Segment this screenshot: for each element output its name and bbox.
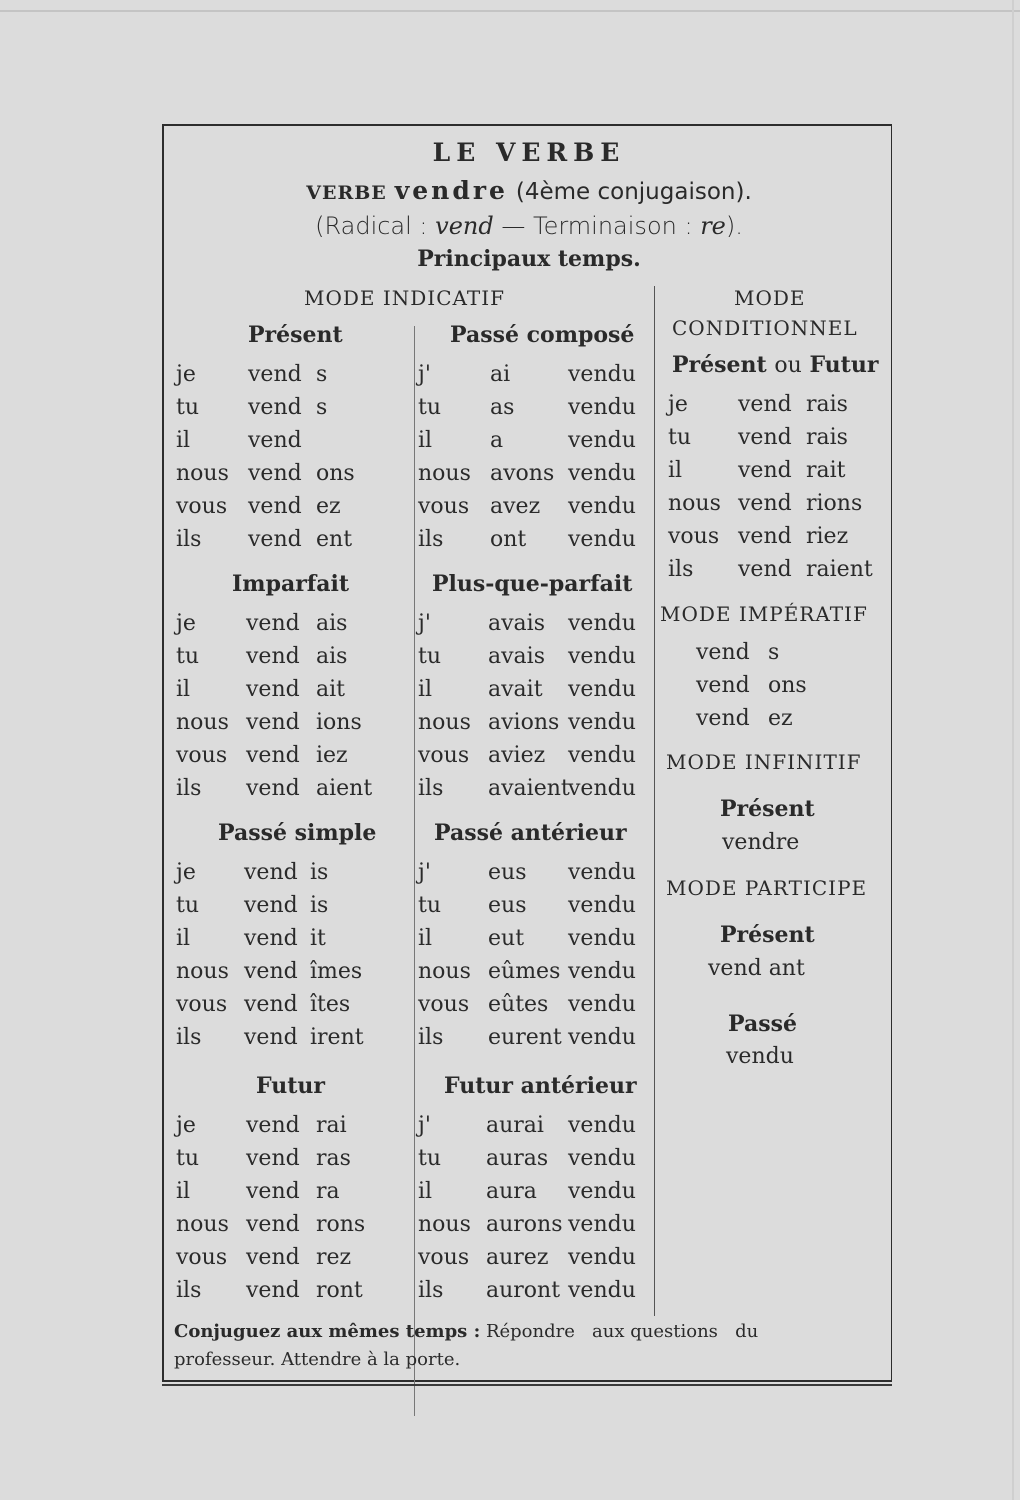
conj-pronoun: ils	[176, 776, 202, 801]
participe-present-value: vend ant	[708, 956, 805, 981]
conj-ending: vendu	[568, 893, 636, 918]
conj-ending: ras	[316, 1146, 351, 1171]
conj-ending: riez	[806, 524, 849, 549]
conj-form: vend	[246, 1146, 300, 1171]
column-divider-1	[414, 326, 415, 1416]
column-divider-2	[654, 286, 655, 1316]
participe-present-title: Présent	[720, 922, 815, 948]
verb-keyword: VERBE	[306, 182, 387, 204]
conj-form: eûmes	[488, 959, 561, 984]
conj-ending: raient	[806, 557, 873, 582]
conj-pronoun: j'	[418, 860, 431, 885]
conj-ending: ons	[316, 461, 355, 486]
conj-form: avais	[488, 611, 545, 636]
conj-ending: vendu	[568, 1278, 636, 1303]
conj-form: auront	[486, 1278, 561, 1303]
conj-pronoun: je	[176, 860, 196, 885]
verb-infinitive: vendre	[394, 176, 508, 205]
conj-ending: ais	[316, 644, 348, 669]
conj-pronoun: nous	[418, 959, 471, 984]
passe-simple-title: Passé simple	[218, 820, 377, 846]
conj-pronoun: ils	[418, 527, 444, 552]
passe-anterieur-title: Passé antérieur	[434, 820, 627, 846]
conj-pronoun: vous	[176, 743, 228, 768]
conj-ending: rez	[316, 1245, 352, 1270]
conj-form: vend	[248, 494, 302, 519]
conj-form: vend	[246, 1245, 300, 1270]
conj-ending: ais	[316, 611, 348, 636]
conj-ending: irent	[310, 1025, 364, 1050]
conj-pronoun: nous	[418, 461, 471, 486]
conj-ending: vendu	[568, 776, 636, 801]
conj-stem: vend	[696, 706, 750, 731]
conj-form: as	[490, 395, 515, 420]
conj-form: aura	[486, 1179, 537, 1204]
conj-pronoun: il	[418, 926, 433, 951]
conj-form: auras	[486, 1146, 549, 1171]
conj-pronoun: vous	[418, 743, 470, 768]
conj-form: vend	[244, 860, 298, 885]
conj-stem: vend	[696, 640, 750, 665]
terminaison-value: re	[700, 212, 726, 240]
radical-suffix: ).	[725, 212, 743, 240]
conj-pronoun: j'	[418, 362, 431, 387]
conj-form: vend	[246, 1179, 300, 1204]
conj-form: vend	[244, 1025, 298, 1050]
present-title: Présent	[248, 322, 343, 348]
conj-ending: rons	[316, 1212, 366, 1237]
conj-ending: s	[316, 395, 328, 420]
page-edge-right	[1012, 0, 1014, 1500]
conj-pronoun: tu	[668, 425, 692, 450]
conj-pronoun: tu	[418, 644, 442, 669]
conj-form: vend	[738, 425, 792, 450]
participe-passe-value: vendu	[726, 1044, 794, 1069]
footer-line2: professeur. Attendre à la porte.	[174, 1349, 461, 1370]
footer-line1: Répondre aux questions du	[480, 1321, 759, 1342]
conj-ending: vendu	[568, 644, 636, 669]
conj-pronoun: tu	[176, 1146, 200, 1171]
conj-pronoun: tu	[176, 395, 200, 420]
conj-form: vend	[246, 710, 300, 735]
footer-instructions	[174, 1318, 874, 1374]
conj-ending: ions	[316, 710, 362, 735]
conj-form: vend	[244, 926, 298, 951]
conj-form: vend	[738, 557, 792, 582]
conj-pronoun: nous	[176, 959, 229, 984]
conj-pronoun: ils	[176, 527, 202, 552]
conj-pronoun: il	[668, 458, 683, 483]
conj-pronoun: vous	[176, 992, 228, 1017]
conj-ending: vendu	[568, 926, 636, 951]
conj-ending: vendu	[568, 428, 636, 453]
conj-pronoun: tu	[418, 1146, 442, 1171]
conj-form: vend	[246, 1212, 300, 1237]
conj-ending: vendu	[568, 461, 636, 486]
conj-pronoun: nous	[176, 1212, 229, 1237]
passe-compose-title: Passé composé	[450, 322, 635, 348]
conj-form: avaient	[488, 776, 570, 801]
infinitif-title: Présent	[720, 796, 815, 822]
conj-ending: ra	[316, 1179, 340, 1204]
conj-form: vend	[246, 1113, 300, 1138]
conj-pronoun: vous	[418, 494, 470, 519]
conj-form: vend	[246, 611, 300, 636]
conj-form: vend	[248, 362, 302, 387]
conj-ending: rait	[806, 458, 846, 483]
radical-sep: — Terminaison :	[493, 212, 701, 240]
conj-form: vend	[244, 893, 298, 918]
conj-form: vend	[244, 959, 298, 984]
radical-value: vend	[435, 212, 494, 240]
conj-ending: aient	[316, 776, 373, 801]
conj-pronoun: tu	[176, 644, 200, 669]
conj-pronoun: je	[176, 1113, 196, 1138]
plus-que-parfait-title: Plus-que-parfait	[432, 571, 633, 597]
conj-pronoun: ils	[418, 776, 444, 801]
conditionnel-title-ou: ou	[774, 353, 802, 378]
conj-ending: is	[310, 860, 329, 885]
conj-pronoun: vous	[176, 1245, 228, 1270]
conj-form: vend	[248, 428, 302, 453]
conj-pronoun: je	[668, 392, 688, 417]
conj-form: avait	[488, 677, 543, 702]
imparfait-title: Imparfait	[232, 571, 350, 597]
conditionnel-title	[672, 352, 878, 378]
conj-form: aurai	[486, 1113, 544, 1138]
conj-ending: rions	[806, 491, 863, 516]
conj-form: vend	[246, 677, 300, 702]
mode-imperatif: MODE IMPÉRATIF	[660, 602, 868, 626]
conj-pronoun: tu	[418, 893, 442, 918]
conj-form: vend	[248, 527, 302, 552]
conj-form: avais	[488, 644, 545, 669]
conditionnel-title-present: Présent	[672, 352, 767, 378]
conj-form: vend	[738, 458, 792, 483]
conj-pronoun: il	[176, 428, 191, 453]
frame-bottom-rule	[162, 1384, 892, 1386]
conj-ending: vendu	[568, 395, 636, 420]
conditionnel-title-futur: Futur	[809, 352, 879, 378]
conj-ending: iez	[316, 743, 348, 768]
conj-pronoun: nous	[176, 710, 229, 735]
infinitif-value: vendre	[722, 830, 800, 855]
mode-conditionnel-2: CONDITIONNEL	[672, 316, 858, 340]
conj-pronoun: vous	[418, 1245, 470, 1270]
conj-form: vend	[248, 395, 302, 420]
conj-pronoun: vous	[668, 524, 720, 549]
principaux-temps: Principaux temps.	[417, 246, 641, 272]
conj-pronoun: vous	[418, 992, 470, 1017]
conj-form: eûtes	[488, 992, 549, 1017]
conj-ending: vendu	[568, 611, 636, 636]
conj-ending: rais	[806, 425, 848, 450]
verb-heading	[164, 176, 894, 205]
conj-ending: îmes	[310, 959, 363, 984]
mode-infinitif: MODE INFINITIF	[666, 750, 862, 774]
conj-ending: vendu	[568, 527, 636, 552]
conj-form: eus	[488, 893, 527, 918]
conj-ending: rais	[806, 392, 848, 417]
conj-pronoun: je	[176, 611, 196, 636]
conj-ending: vendu	[568, 1113, 636, 1138]
conj-pronoun: nous	[668, 491, 721, 516]
conj-form: eurent	[488, 1025, 562, 1050]
conj-form: eut	[488, 926, 525, 951]
conjugation-group: (4ème conjugaison).	[515, 179, 752, 205]
conj-form: avons	[490, 461, 555, 486]
conj-pronoun: je	[176, 362, 196, 387]
conj-ending: îtes	[310, 992, 351, 1017]
conj-pronoun: ils	[176, 1025, 202, 1050]
conj-form: a	[490, 428, 504, 453]
radical-line	[164, 212, 894, 240]
conj-form: vend	[248, 461, 302, 486]
conj-form: avions	[488, 710, 560, 735]
conj-ending: ront	[316, 1278, 363, 1303]
conj-ending: ons	[768, 673, 807, 698]
futur-title: Futur	[256, 1073, 325, 1099]
conj-pronoun: ils	[176, 1278, 202, 1303]
conj-form: vend	[738, 524, 792, 549]
conj-form: vend	[738, 491, 792, 516]
page-title: LE VERBE	[432, 138, 626, 167]
conj-ending: vendu	[568, 992, 636, 1017]
conj-ending: vendu	[568, 710, 636, 735]
futur-anterieur-title: Futur antérieur	[444, 1073, 637, 1099]
conj-ending: s	[768, 640, 780, 665]
footer-bold: Conjuguez aux mêmes temps :	[174, 1321, 481, 1342]
conj-pronoun: j'	[418, 1113, 431, 1138]
conj-ending: s	[316, 362, 328, 387]
conj-ending: vendu	[568, 1146, 636, 1171]
conj-form: vend	[246, 743, 300, 768]
conj-pronoun: nous	[176, 461, 229, 486]
mode-conditionnel-1: MODE	[734, 286, 806, 310]
conj-form: aurons	[486, 1212, 563, 1237]
page-edge	[0, 10, 1020, 12]
conj-pronoun: il	[176, 926, 191, 951]
conj-pronoun: nous	[418, 1212, 471, 1237]
radical-prefix: (Radical :	[315, 212, 436, 240]
conj-pronoun: tu	[176, 893, 200, 918]
conj-ending: ez	[768, 706, 793, 731]
conj-pronoun: nous	[418, 710, 471, 735]
conj-ending: vendu	[568, 362, 636, 387]
conj-form: ont	[490, 527, 527, 552]
participe-passe-title: Passé	[728, 1011, 797, 1037]
conj-pronoun: il	[176, 677, 191, 702]
conj-form: vend	[246, 1278, 300, 1303]
conj-pronoun: ils	[418, 1278, 444, 1303]
conj-pronoun: j'	[418, 611, 431, 636]
mode-participe: MODE PARTICIPE	[666, 876, 868, 900]
conj-stem: vend	[696, 673, 750, 698]
conj-pronoun: il	[418, 428, 433, 453]
conj-pronoun: vous	[176, 494, 228, 519]
conj-form: vend	[246, 776, 300, 801]
conj-form: vend	[738, 392, 792, 417]
conj-ending: ez	[316, 494, 341, 519]
conj-ending: is	[310, 893, 329, 918]
conj-ending: rai	[316, 1113, 347, 1138]
conj-ending: vendu	[568, 959, 636, 984]
conj-form: vend	[244, 992, 298, 1017]
conj-pronoun: il	[418, 1179, 433, 1204]
conj-ending: vendu	[568, 743, 636, 768]
conj-pronoun: il	[176, 1179, 191, 1204]
conj-ending: it	[310, 926, 326, 951]
conj-pronoun: tu	[418, 395, 442, 420]
conj-form: aviez	[488, 743, 546, 768]
conj-pronoun: ils	[668, 557, 694, 582]
conj-ending: vendu	[568, 494, 636, 519]
conj-ending: vendu	[568, 1212, 636, 1237]
conj-ending: vendu	[568, 1179, 636, 1204]
conj-form: avez	[490, 494, 541, 519]
conj-form: vend	[246, 644, 300, 669]
conj-ending: ait	[316, 677, 345, 702]
conj-pronoun: ils	[418, 1025, 444, 1050]
conj-ending: vendu	[568, 1025, 636, 1050]
conj-pronoun: il	[418, 677, 433, 702]
conj-form: eus	[488, 860, 527, 885]
conj-ending: vendu	[568, 677, 636, 702]
conj-form: ai	[490, 362, 511, 387]
mode-indicatif: MODE INDICATIF	[304, 286, 505, 310]
conj-ending: ent	[316, 527, 353, 552]
verb-table-frame	[162, 124, 892, 1382]
conj-ending: vendu	[568, 1245, 636, 1270]
conj-ending: vendu	[568, 860, 636, 885]
conj-form: aurez	[486, 1245, 549, 1270]
